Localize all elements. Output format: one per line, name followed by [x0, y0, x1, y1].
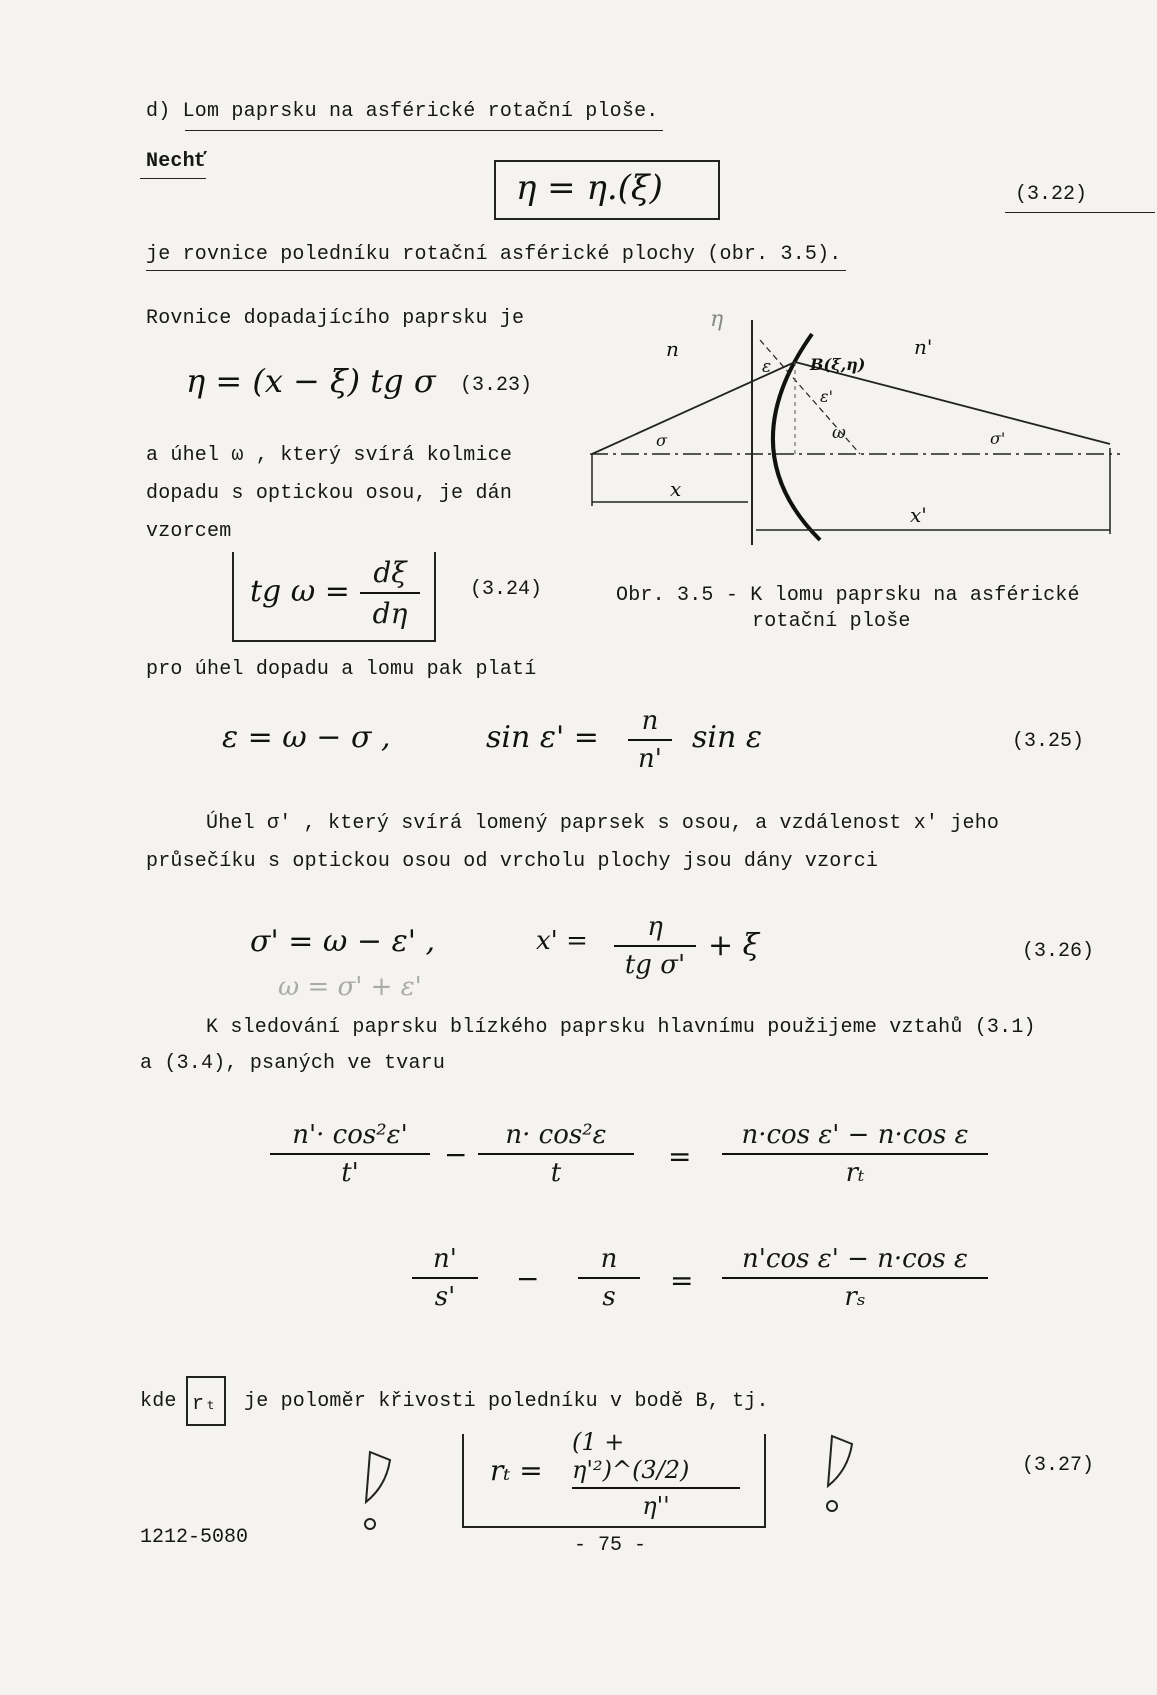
text5-line-2: průsečíku s optickou osou od vrcholu plochy jsou dány vzorci	[146, 850, 879, 873]
text-line-1: je rovnice poledníku rotační asférické plochy (obr. 3.5).	[146, 243, 842, 266]
eq325-part2-lhs: sin ε' =	[486, 720, 599, 755]
figure-3-5	[580, 290, 1140, 560]
label-n: n	[666, 337, 679, 361]
eqB-f3-bar	[722, 1277, 988, 1279]
figure-caption-line-1: Obr. 3.5 - K lomu paprsku na asférické	[616, 584, 1080, 607]
eqA-fraction-1	[270, 1120, 430, 1188]
eq324-lhs: tg ω =	[250, 574, 350, 609]
eq324-fraction	[360, 556, 420, 630]
text6-line-2: a (3.4), psaných ve tvaru	[140, 1052, 446, 1075]
eqB-f1-denominator: s'	[434, 1282, 456, 1312]
eq326-lhs2: x' =	[536, 926, 588, 956]
label-sigma-prime: σ'	[990, 429, 1006, 448]
eqB-minus: −	[516, 1262, 540, 1295]
eq327-numerator: (1 + η'²)^(3/2)	[572, 1428, 690, 1484]
eqA-f1-bar	[270, 1153, 430, 1155]
eq324-denominator: dη	[372, 597, 408, 630]
label-B: B(ξ,η)	[810, 355, 866, 374]
eqB-fraction-1	[412, 1244, 478, 1312]
text7-rt: rₜ	[192, 1393, 217, 1416]
eq326-pencil-note: ω = σ' + ε'	[278, 972, 422, 1002]
eq326-denominator: tg σ'	[624, 950, 686, 980]
eqB-f2-denominator: s	[602, 1282, 616, 1312]
page-number: - 75 -	[574, 1534, 647, 1557]
text3-line-1: a úhel ω , který svírá kolmice	[146, 444, 513, 467]
eqA-fraction-2	[478, 1120, 634, 1188]
label-epsilon: ε	[762, 357, 772, 377]
eqA-f1-numerator: n'· cos²ε'	[292, 1120, 408, 1150]
eq322-formula: η = η.(ξ)	[516, 168, 663, 208]
section-heading: d) Lom paprsku na asférické rotační ploše.	[146, 100, 659, 123]
eq325-part1: ε = ω − σ ,	[222, 720, 391, 755]
eq326-part1: σ' = ω − ε' ,	[250, 924, 436, 959]
exclamation-mark-right-icon	[818, 1430, 868, 1520]
text-line-4: pro úhel dopadu a lomu pak platí	[146, 658, 537, 681]
text1-underline	[146, 270, 846, 271]
figure-caption-line-2: rotační ploše	[752, 610, 911, 633]
eqA-f1-denominator: t'	[341, 1158, 359, 1188]
label-epsilon-prime: ε'	[820, 387, 833, 406]
eq327-fraction	[572, 1428, 740, 1520]
eqB-f1-bar	[412, 1277, 478, 1279]
label-n-prime: n'	[914, 335, 933, 359]
eqB-fraction-2	[578, 1244, 640, 1312]
eta-axis-label: η	[710, 307, 724, 332]
eqB-equals: =	[670, 1264, 694, 1297]
heading-underline	[185, 130, 663, 131]
eqA-f3-numerator: n·cos ε' − n·cos ε	[741, 1120, 969, 1150]
eqA-f3-denominator: rₜ	[845, 1158, 865, 1188]
eq326-bar	[614, 945, 696, 947]
text-line-2: Rovnice dopadajícího paprsku je	[146, 307, 525, 330]
text6-line-1: K sledování paprsku blízkého paprsku hlavnímu použijeme vztahů (3.1)	[206, 1016, 1036, 1039]
eq325-denominator: n'	[638, 744, 662, 774]
eq325-fraction	[628, 706, 672, 774]
text3-line-3: vzorcem	[146, 520, 232, 543]
eq324-bar	[360, 592, 420, 594]
eqA-f2-denominator: t	[550, 1158, 562, 1188]
eq326-fraction	[614, 912, 696, 980]
footer-code: 1212-5080	[140, 1526, 249, 1549]
label-omega: ω	[832, 423, 846, 443]
eq325-number: (3.25)	[1012, 730, 1085, 753]
nech-underline	[140, 178, 206, 179]
text7-rest: je poloměr křivosti poledníku v bodě B, tj.	[244, 1390, 769, 1413]
eqB-f2-numerator: n	[600, 1244, 618, 1274]
eq323-formula: η = (x − ξ) tg σ	[186, 362, 436, 400]
eq326-tail: + ξ	[708, 928, 760, 963]
eq324-numerator: dξ	[373, 556, 407, 589]
eq326-numerator: η	[647, 912, 663, 942]
eqB-f3-numerator: n'cos ε' − n·cos ε	[742, 1244, 968, 1274]
label-x-prime: x'	[910, 503, 927, 527]
eqA-f3-bar	[722, 1153, 988, 1155]
eqA-f2-numerator: n· cos²ε	[505, 1120, 607, 1150]
eq322-number: (3.22)	[1015, 183, 1088, 206]
eq325-part2-rhs: sin ε	[692, 720, 762, 755]
eq327-lhs: rₜ =	[490, 1454, 543, 1487]
eqA-f2-bar	[478, 1153, 634, 1155]
eqA-equals: =	[668, 1140, 692, 1173]
nech-word: Nechť	[146, 150, 208, 173]
eqB-fraction-3	[722, 1244, 988, 1312]
label-x: x	[670, 477, 682, 501]
eq323-number: (3.23)	[460, 374, 533, 397]
eqB-f2-bar	[578, 1277, 640, 1279]
text3-line-2: dopadu s optickou osou, je dán	[146, 482, 513, 505]
text7-kde: kde	[140, 1390, 177, 1413]
eq324-number: (3.24)	[470, 578, 543, 601]
eq327-number: (3.27)	[1022, 1454, 1095, 1477]
eqA-fraction-3	[722, 1120, 988, 1188]
eqB-f3-denominator: rₛ	[844, 1282, 866, 1312]
eqA-minus: −	[444, 1138, 468, 1171]
text5-line-1: Úhel σ' , který svírá lomený paprsek s osou, a vzdálenost x' jeho	[206, 812, 1000, 835]
exclamation-mark-left-icon	[356, 1446, 406, 1536]
eq325-bar	[628, 739, 672, 741]
label-sigma: σ	[656, 431, 667, 450]
eqB-f1-numerator: n'	[433, 1244, 457, 1274]
eq325-numerator: n	[641, 706, 659, 736]
eq327-bar	[572, 1487, 740, 1489]
eq322-number-underline	[1005, 212, 1155, 213]
eq326-number: (3.26)	[1022, 940, 1095, 963]
eq327-denominator: η''	[642, 1492, 670, 1520]
